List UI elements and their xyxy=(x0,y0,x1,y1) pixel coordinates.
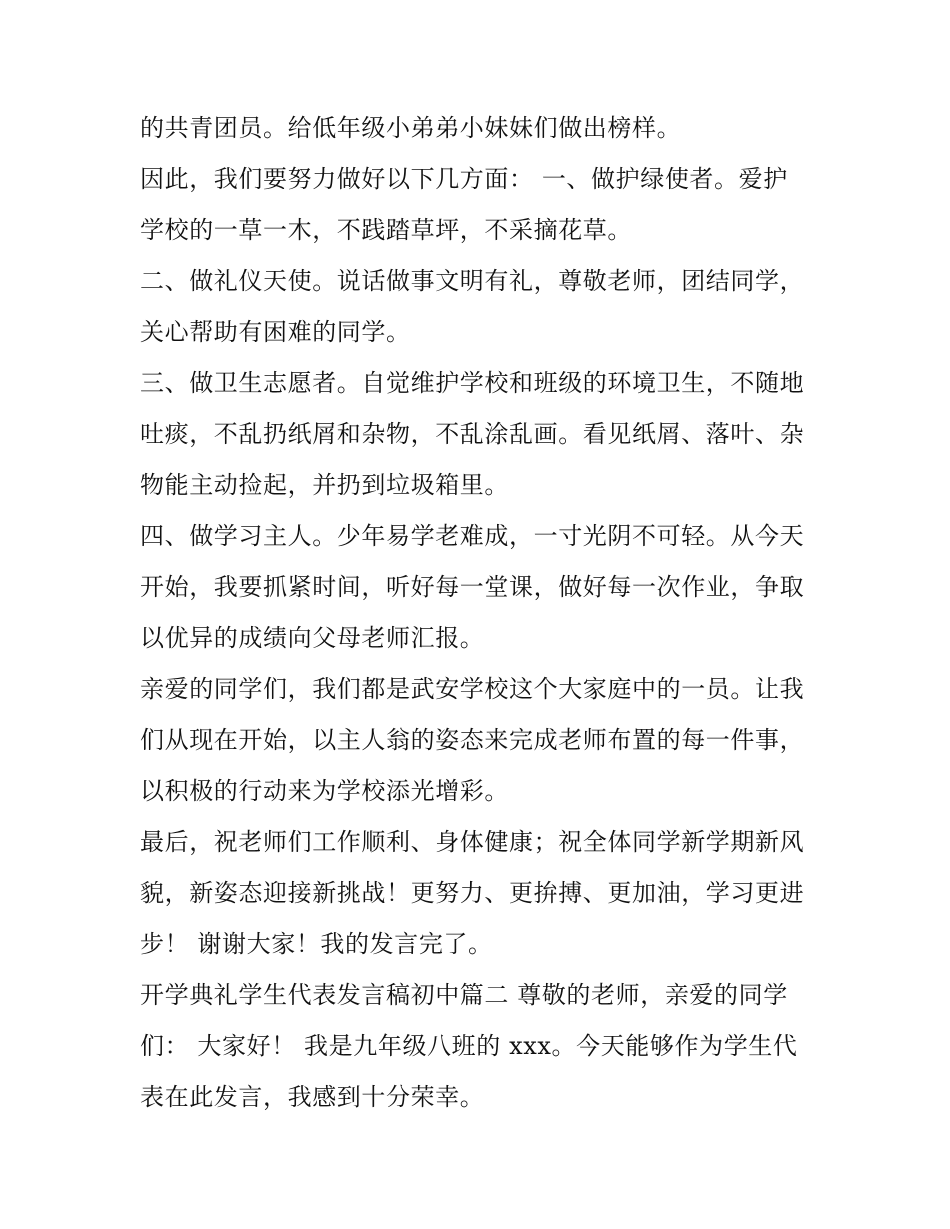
text-line: 学校的一草一木，不践踏草坪，不采摘花草。 xyxy=(140,216,632,244)
text-line: 吐痰，不乱扔纸屑和杂物，不乱涂乱画。看见纸屑、落叶、杂 xyxy=(140,420,805,448)
text-line: 以积极的行动来为学校添光增彩。 xyxy=(140,777,509,805)
text-line: 最后，祝老师们工作顺利、身体健康；祝全体同学新学期新风 xyxy=(140,828,805,856)
text-line: 三、做卫生志愿者。自觉维护学校和班级的环境卫生，不随地 xyxy=(140,369,805,397)
text-line: 貌，新姿态迎接新挑战！更努力、更拚搏、更加油，学习更进 xyxy=(140,879,805,907)
text-line: 的共青团员。给低年级小弟弟小妹妹们做出榜样。 xyxy=(140,114,682,142)
text-line: 因此，我们要努力做好以下几方面： 一、做护绿使者。爱护 xyxy=(140,165,788,193)
text-line: 四、做学习主人。少年易学老难成，一寸光阴不可轻。从今天 xyxy=(140,522,805,550)
text-line: 关心帮助有困难的同学。 xyxy=(140,318,411,346)
body-text xyxy=(140,103,820,1123)
text-line: 开学典礼学生代表发言稿初中篇二 尊敬的老师，亲爱的同学 xyxy=(140,981,788,1009)
text-line: 亲爱的同学们，我们都是武安学校这个大家庭中的一员。让我 xyxy=(140,675,805,703)
text-line: 以优异的成绩向父母老师汇报。 xyxy=(140,624,485,652)
text-line: 们从现在开始，以主人翁的姿态来完成老师布置的每一件事， xyxy=(140,726,805,754)
text-line: 步！ 谢谢大家！我的发言完了。 xyxy=(140,930,493,958)
text-line: 表在此发言，我感到十分荣幸。 xyxy=(140,1083,485,1111)
text-line: 们： 大家好！ 我是九年级八班的 xxx。今天能够作为学生代 xyxy=(140,1032,798,1060)
text-line: 二、做礼仪天使。说话做事文明有礼，尊敬老师，团结同学， xyxy=(140,267,805,295)
text-line: 开始，我要抓紧时间，听好每一堂课，做好每一次作业，争取 xyxy=(140,573,805,601)
text-line: 物能主动捡起，并扔到垃圾箱里。 xyxy=(140,471,509,499)
